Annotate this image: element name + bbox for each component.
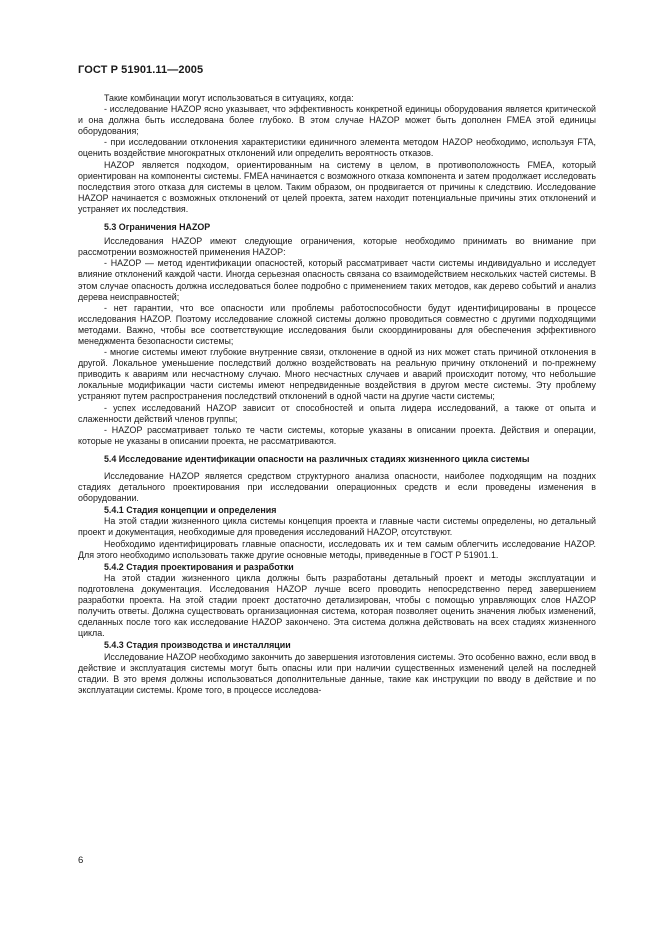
paragraph: - нет гарантии, что все опасности или проблемы работоспособности будут идентифицированы в процессе исследования HAZOP. Поэтому исследование сложной системы должно проводиться совместно с другими подходящими методами. Важно, чтобы все соответствующие исследования были скоординированы для обеспечения эффективного менеджмента безопасности системы; — [78, 302, 596, 346]
page-number: 6 — [78, 855, 84, 866]
paragraph: На этой стадии жизненного цикла должны быть разработаны детальный проект и методы эксплуатации и подготовлена документация. Исследования HAZOP лучше всего проводить непосредственно перед завершением разработки проекта. На этой стадии проект достаточно детализирован, чтобы с помощью управляющих слов HAZOP получить ответы. Должна существовать организационная система, которая позволяет оценить значения любых изменений, сделанных после того как исследование HAZOP закончено. Эта система должна действовать на всех стадиях жизненного цикла. — [78, 572, 596, 639]
subsection-heading-5-4-3: 5.4.3 Стадия производства и инсталляции — [104, 640, 291, 651]
paragraph: - исследование HAZOP ясно указывает, что эффективность конкретной единицы оборудования является критической и она должна быть исследована более глубоко. В этом случае HAZOP может быть дополнен FMEA этой единицы оборудования; — [78, 104, 596, 137]
document-body — [78, 93, 596, 696]
paragraph: Необходимо идентифицировать главные опасности, исследовать их и тем самым облегчить исследование HAZOP. Для этого необходимо использовать также другие основные методы, приведенные в ГОСТ Р 51901.1. — [78, 538, 596, 560]
paragraph: Исследование HAZOP является средством структурного анализа опасности, наиболее подходящим на поздних стадиях детального проектирования при исследовании операционных средств и если проведены изменения в оборудовании. — [78, 471, 596, 504]
standard-header: ГОСТ Р 51901.11—2005 — [78, 64, 204, 76]
section-heading-5-3: 5.3 Ограничения HAZOP — [104, 222, 211, 233]
paragraph: - HAZOP рассматривает только те части системы, которые указаны в описании проекта. Действия и операции, которые не указаны в описании проекта, не рассматриваются. — [78, 424, 596, 446]
paragraph: - многие системы имеют глубокие внутренние связи, отклонение в одной из них может стать причиной отклонения в другой. Локальное уменьшение последствий должно воздействовать на реальную причину отклонений и по-прежнему приводить к авариям или несчастному случаю. Много несчастных случаев и аварий происходит потому, что небольшие локальные модификации части системы имеют непредвиденные воздействия в другом месте системы. Эту проблему устраняют путем распространения последствий отклонений в одной части на другие части системы; — [78, 347, 596, 402]
paragraph: - при исследовании отклонения характеристики единичного элемента методом HAZOP необходимо, используя FTA, оценить воздействие многократных отклонений или определить вероятность отказов. — [78, 137, 596, 159]
paragraph: На этой стадии жизненного цикла системы концепция проекта и главные части системы определены, но детальный проект и документация, необходимые для проведения исследований HAZOP, отсутствуют. — [78, 516, 596, 538]
paragraph: HAZOP является подходом, ориентированным на систему в целом, в противоположность FMEA, который ориентирован на компоненты системы. FMEA начинается с возможного отказа компонента и затем продолжает исследовать последствия этого отказа для системы в целом. Таким образом, он продвигается от причины к следствию. Исследование HAZOP начинается с возможных отклонений от целей проекта, затем находит потенциальные причины этих отклонений и устраняет их последствия. — [78, 159, 596, 214]
subsection-heading-5-4-1: 5.4.1 Стадия концепции и определения — [104, 505, 277, 516]
section-heading-5-4: 5.4 Исследование идентификации опасности на различных стадиях жизненного цикла системы — [104, 453, 530, 464]
paragraph: - HAZOP — метод идентификации опасностей, который рассматривает части системы индивидуально и исследует влияние отклонений каждой части. Иногда серьезная опасность связана со взаимодействием нескольких частей системы. В этом случае опасность должна исследоваться более подробно с применением таких методов, как дерево событий и анализ дерева неисправностей; — [78, 258, 596, 302]
subsection-heading-5-4-2: 5.4.2 Стадия проектирования и разработки — [104, 561, 294, 572]
paragraph: Исследования HAZOP имеют следующие ограничения, которые необходимо принимать во внимание при рассмотрении возможностей применения HAZOP: — [78, 236, 596, 258]
paragraph: Такие комбинации могут использоваться в ситуациях, когда: — [104, 93, 354, 103]
paragraph: - успех исследований HAZOP зависит от способностей и опыта лидера исследований, а также от опыта и слаженности действий членов группы; — [78, 402, 596, 424]
paragraph: Исследование HAZOP необходимо закончить до завершения изготовления системы. Это особенно важно, если ввод в действие и эксплуатация системы могут быть опасны или при наличии существенных изменений целей на последней стадии. В это время должны использоваться дополнительные данные, такие как инструкции по вводу в действие и по эксплуатации системы. Кроме того, в процессе исследова- — [78, 651, 596, 695]
